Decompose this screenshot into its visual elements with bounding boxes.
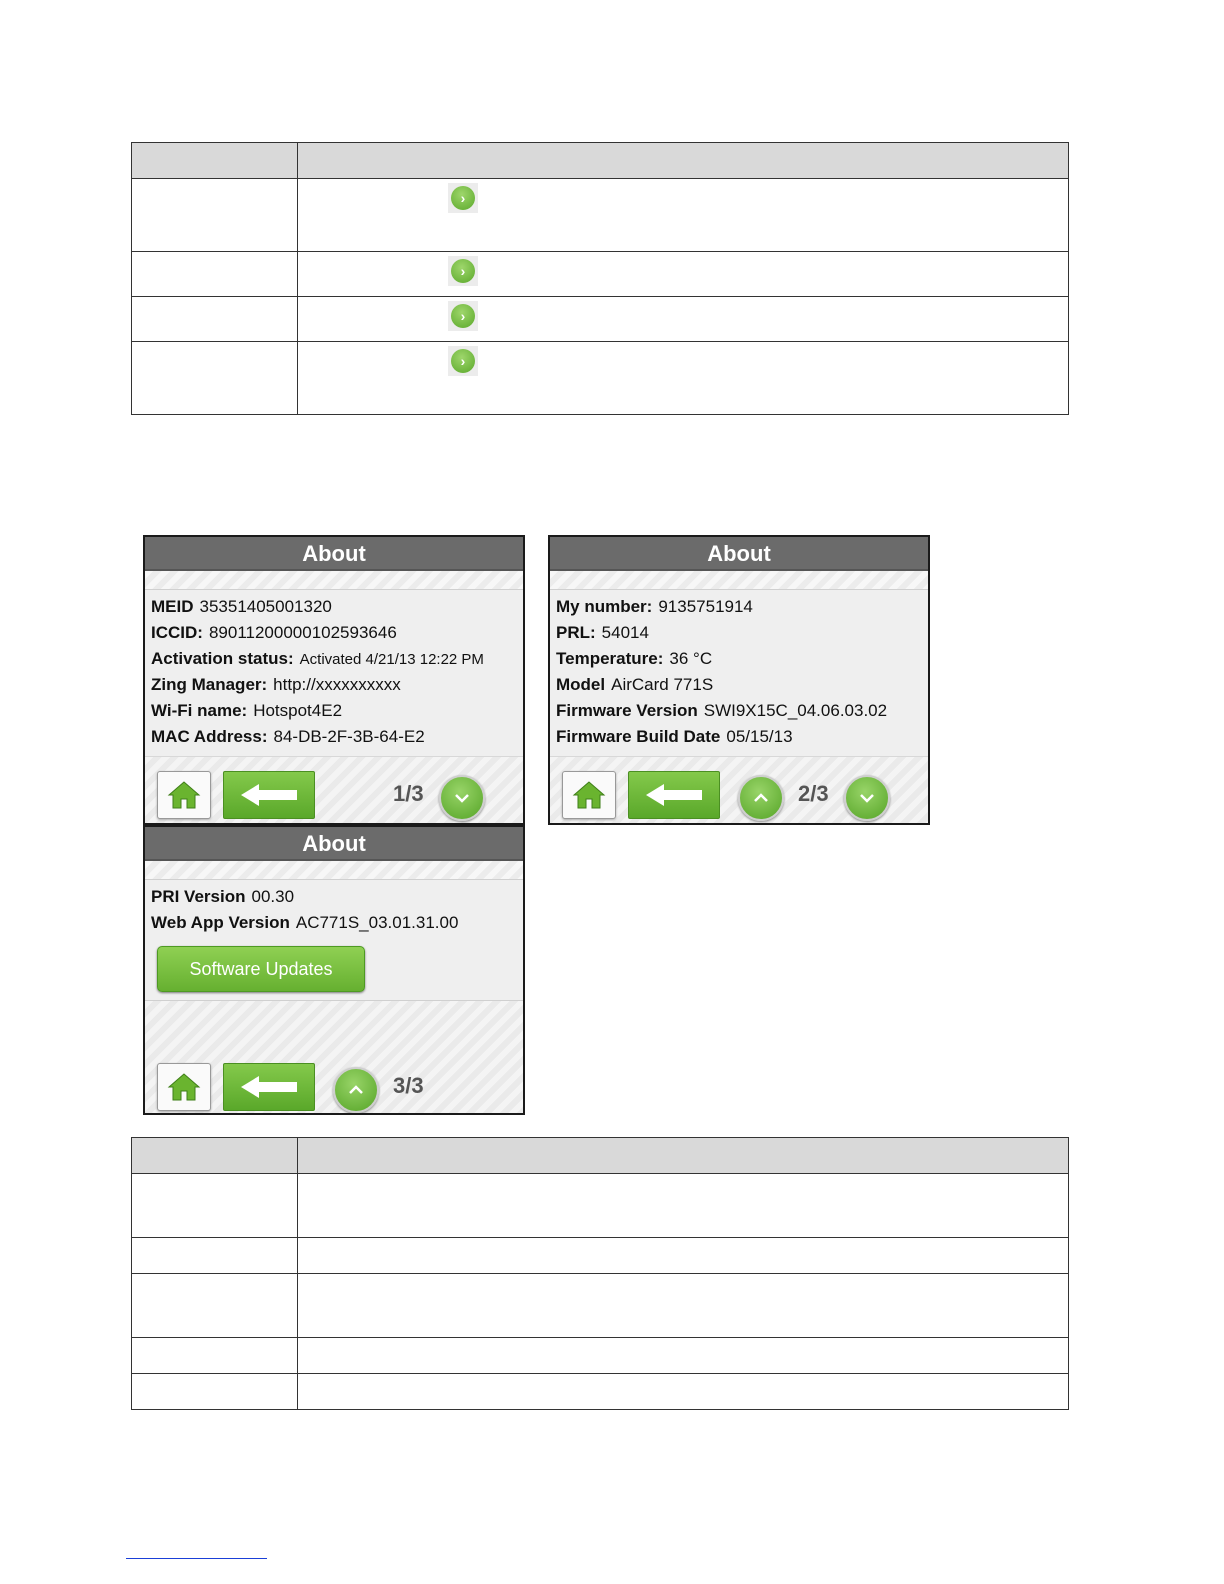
table-row (132, 297, 1069, 342)
back-arrow-icon (239, 782, 299, 808)
chevron-up-icon (347, 1084, 365, 1096)
table-row (132, 342, 1069, 415)
nav-footer (550, 756, 928, 823)
top-table (131, 142, 1069, 415)
screen-title: About (145, 827, 523, 861)
prl-row: PRL: 54014 (556, 623, 649, 642)
about-screen-3 (143, 825, 525, 1115)
back-arrow-icon (644, 782, 704, 808)
home-icon (572, 780, 606, 810)
home-button[interactable] (562, 771, 616, 819)
firmware-build-date-row: Firmware Build Date 05/15/13 (556, 727, 793, 746)
model-row: Model AirCard 771S (556, 675, 714, 694)
meid-row: MEID 35351405001320 (151, 597, 332, 616)
table-header-row (132, 1138, 1069, 1174)
table-row (132, 252, 1069, 297)
table-row (132, 1174, 1069, 1238)
footnote-rule (126, 1558, 267, 1559)
table-row (132, 1338, 1069, 1374)
pri-version-row: PRI Version 00.30 (151, 887, 295, 906)
page-indicator: 1/3 (393, 781, 424, 806)
scroll-down-button[interactable] (439, 775, 485, 821)
table-row (132, 1238, 1069, 1274)
page-indicator: 3/3 (393, 1073, 424, 1098)
home-icon (167, 780, 201, 810)
zing-manager-row: Zing Manager: http://xxxxxxxxxx (151, 675, 401, 694)
nav-footer (145, 1000, 523, 1113)
info-list (145, 880, 523, 992)
mac-address-row: MAC Address: 84-DB-2F-3B-64-E2 (151, 727, 425, 746)
wifi-name-row: Wi-Fi name: Hotspot4E2 (151, 701, 343, 720)
my-number-row: My number: 9135751914 (556, 597, 753, 616)
chevron-right-icon: › (448, 346, 478, 376)
scroll-down-button[interactable] (844, 775, 890, 821)
home-button[interactable] (157, 771, 211, 819)
temperature-row: Temperature: 36 °C (556, 649, 713, 668)
software-updates-button[interactable]: Software Updates (157, 946, 365, 992)
table-row (132, 1374, 1069, 1410)
scroll-up-button[interactable] (738, 775, 784, 821)
table-row (132, 179, 1069, 252)
table-header-row (132, 143, 1069, 179)
chevron-up-icon (752, 792, 770, 804)
page-indicator: 2/3 (798, 781, 829, 806)
chevron-down-icon (453, 792, 471, 804)
home-icon (167, 1072, 201, 1102)
activation-status-row: Activation status: Activated 4/21/13 12:22 PM (151, 649, 484, 668)
info-list (550, 590, 928, 750)
scroll-up-button[interactable] (333, 1067, 379, 1113)
about-screen-2 (548, 535, 930, 825)
chevron-right-icon: › (448, 183, 478, 213)
info-list (145, 590, 523, 750)
back-button[interactable] (223, 771, 315, 819)
back-button[interactable] (223, 1063, 315, 1111)
about-screen-1 (143, 535, 525, 825)
iccid-row: ICCID: 89011200000102593646 (151, 623, 397, 642)
home-button[interactable] (157, 1063, 211, 1111)
screen-title: About (550, 537, 928, 571)
back-button[interactable] (628, 771, 720, 819)
web-app-version-row: Web App Version AC771S_03.01.31.00 (151, 913, 459, 932)
bottom-table (131, 1137, 1069, 1410)
chevron-down-icon (858, 792, 876, 804)
firmware-version-row: Firmware Version SWI9X15C_04.06.03.02 (556, 701, 888, 720)
screen-title: About (145, 537, 523, 571)
chevron-right-icon: › (448, 256, 478, 286)
chevron-right-icon: › (448, 301, 478, 331)
table-row (132, 1274, 1069, 1338)
back-arrow-icon (239, 1074, 299, 1100)
nav-footer (145, 756, 523, 823)
